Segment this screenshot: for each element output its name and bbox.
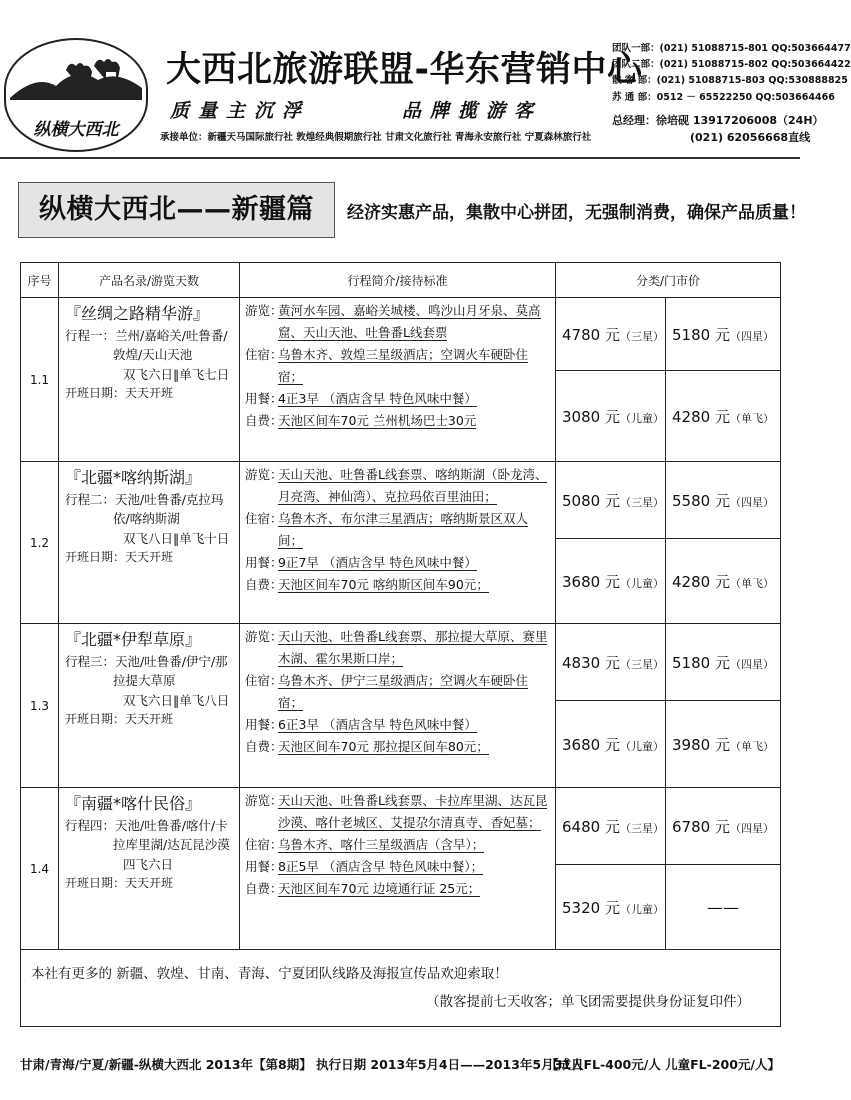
tour-label: 游览：: [245, 467, 283, 482]
itinerary-stay: [245, 344, 549, 388]
itinerary-stay: [245, 834, 549, 856]
price-value: 4280 元: [672, 572, 730, 591]
price-value: 6780 元: [672, 817, 730, 836]
product-duration: 双飞六日‖单飞八日: [123, 692, 230, 708]
itinerary-self-pay: [245, 574, 549, 596]
itinerary-self-pay: [245, 878, 549, 900]
product-schedule: 开班日期：天天开班: [65, 386, 174, 400]
product-cell: [59, 624, 240, 788]
price-single-flight: [666, 539, 781, 624]
manager-contact: [612, 112, 824, 146]
price-value: 5180 元: [672, 653, 730, 672]
meal-value: 4正3早 （酒店含早 特色风味中餐）: [278, 391, 477, 406]
itinerary-cell: [240, 462, 556, 624]
price-4star: [666, 788, 781, 865]
price-value: 3080 元: [562, 407, 620, 426]
itinerary-tour: [245, 300, 549, 344]
product-schedule: 开班日期：天天开班: [65, 876, 174, 890]
tour-value: 天山天池、吐鲁番L线套票、卡拉库里湖、达瓦昆沙漠、喀什老城区、艾提尕尔清真寺、香妃墓；: [278, 793, 548, 830]
price-value: 4280 元: [672, 407, 730, 426]
product-name: 『北疆*伊犁草原』: [65, 630, 202, 649]
product-cell: [59, 462, 240, 624]
table-row: [21, 462, 781, 539]
contact-line: 团队一部：(021) 51088715-801 QQ:503664477: [612, 43, 851, 54]
footer-remark: （散客提前七天收客；单飞团需要提供身份证复印件）: [426, 994, 751, 1010]
price-single-flight: ——: [666, 865, 781, 950]
partner-agencies: 承接单位：新疆天马国际旅行社 敦煌经典假期旅行社 甘肃文化旅行社 青海永安旅行社 宁夏森林旅行社: [160, 132, 592, 143]
itinerary-meal: [245, 388, 549, 410]
self-pay-label: 自费：: [245, 413, 283, 428]
contact-line: 苏 通 部：0512 － 65522250 QQ:503664466: [612, 91, 835, 103]
meal-label: 用餐：: [245, 859, 283, 874]
row-number: 1.2: [21, 462, 59, 624]
tour-value: 天山天池、吐鲁番L线套票、那拉提大草原、赛里木湖、霍尔果斯口岸；: [278, 629, 548, 666]
fee-info: 【成人FL-400元/人 儿童FL-200元/人】: [545, 1057, 780, 1072]
price-value: 3680 元: [562, 572, 620, 591]
price-value: 3980 元: [672, 735, 730, 754]
price-single-flight: [666, 371, 781, 462]
meal-label: 用餐：: [245, 555, 283, 570]
product-duration: 双飞六日‖单飞七日: [123, 366, 230, 382]
stay-label: 住宿：: [245, 837, 283, 852]
price-tag: （单飞）: [729, 739, 774, 753]
table-row: [21, 624, 781, 701]
price-tag: （儿童）: [619, 902, 664, 916]
itinerary-tour: [245, 790, 549, 834]
stay-value: 乌鲁木齐、伊宁三星级酒店；空调火车硬卧住宿；: [278, 673, 529, 710]
itinerary-tour: [245, 464, 549, 508]
slogan-left: 质量主沉浮: [170, 100, 311, 122]
tour-value: 黄河水车园、嘉峪关城楼、鸣沙山月牙泉、莫高窟、天山天池、吐鲁番L线套票: [278, 303, 541, 340]
itinerary-meal: [245, 552, 549, 574]
tour-label: 游览：: [245, 303, 283, 318]
col-header-price: 分类/门市价: [556, 263, 781, 298]
price-tag: （三星）: [619, 821, 664, 835]
price-tag: （儿童）: [619, 576, 664, 590]
manager-direct-line: (021) 62056668直线: [690, 131, 811, 144]
company-title: 大西北旅游联盟-华东营销中心: [166, 50, 643, 90]
price-tag: （四星）: [729, 657, 774, 671]
price-value: 5180 元: [672, 325, 730, 344]
issue-info: 甘肃/青海/宁夏/新疆-纵横大西北 2013年【第8期】 执行日期 2013年5月4日——2013年5月31日: [20, 1057, 584, 1072]
self-pay-value: 天池区间车70元 那拉提区间车80元；: [278, 739, 489, 754]
table-footer: [21, 950, 781, 1027]
row-number: 1.3: [21, 624, 59, 788]
price-child: [556, 865, 666, 950]
price-3star: [556, 462, 666, 539]
stay-label: 住宿：: [245, 347, 283, 362]
meal-value: 9正7早 （酒店含早 特色风味中餐）: [278, 555, 477, 570]
product-route: 行程四：天池/吐鲁番/喀什/卡拉库里湖/达瓦昆沙漠: [65, 817, 230, 852]
meal-value: 6正3早 （酒店含早 特色风味中餐）: [278, 717, 477, 732]
manager-line: 总经理：徐培砚 13917206008（24H）: [612, 114, 824, 127]
meal-label: 用餐：: [245, 717, 283, 732]
price-tag: （四星）: [729, 329, 774, 343]
price-tag: （四星）: [729, 821, 774, 835]
price-tag: （单飞）: [729, 576, 774, 590]
self-pay-value: 天池区间车70元 边境通行证 25元；: [278, 881, 481, 896]
price-value: 5580 元: [672, 491, 730, 510]
col-header-product: 产品名录/游览天数: [59, 263, 240, 298]
price-tag: （三星）: [619, 329, 664, 343]
stay-value: 乌鲁木齐、布尔津三星酒店；喀纳斯景区双人间；: [278, 511, 529, 548]
product-name: 『北疆*喀纳斯湖』: [65, 468, 202, 487]
itinerary-cell: [240, 298, 556, 462]
stay-value: 乌鲁木齐、喀什三星级酒店（含早）；: [278, 837, 485, 852]
product-cell: [59, 298, 240, 462]
product-cell: [59, 788, 240, 950]
table-footer-row: [21, 950, 781, 1027]
product-route: 行程一：兰州/嘉峪关/吐鲁番/敦煌/天山天池: [65, 327, 228, 362]
product-schedule: 开班日期：天天开班: [65, 550, 174, 564]
price-3star: [556, 624, 666, 701]
price-tag: （单飞）: [729, 411, 774, 425]
itinerary-meal: [245, 856, 549, 878]
col-header-no: 序号: [21, 263, 59, 298]
price-value: 5320 元: [562, 898, 620, 917]
meal-label: 用餐：: [245, 391, 283, 406]
price-4star: [666, 462, 781, 539]
logo-text: 纵横大西北: [33, 120, 119, 140]
itinerary-tour: [245, 626, 549, 670]
product-name: 『丝绸之路精华游』: [65, 304, 210, 323]
row-number: 1.1: [21, 298, 59, 462]
footer-note: 本社有更多的 新疆、敦煌、甘南、青海、宁夏团队线路及海报宣传品欢迎索取！: [31, 966, 508, 982]
tour-table: [20, 262, 781, 1027]
stay-label: 住宿：: [245, 673, 283, 688]
price-value: 6480 元: [562, 817, 620, 836]
itinerary-self-pay: [245, 410, 549, 432]
meal-value: 8正5早 （酒店含早 特色风味中餐）；: [278, 859, 484, 874]
product-schedule: 开班日期：天天开班: [65, 712, 174, 726]
product-route: 行程三：天池/吐鲁番/伊宁/那拉提大草原: [65, 653, 228, 688]
self-pay-label: 自费：: [245, 577, 283, 592]
company-logo: [4, 38, 148, 152]
contact-line: 散 客 部：(021) 51088715-803 QQ:530888825: [612, 75, 848, 87]
row-number: 1.4: [21, 788, 59, 950]
product-duration: 双飞八日‖单飞十日: [123, 530, 230, 546]
header-divider: [0, 157, 800, 159]
itinerary-stay: [245, 670, 549, 714]
tour-label: 游览：: [245, 629, 283, 644]
price-tag: （儿童）: [619, 411, 664, 425]
price-value: 4780 元: [562, 325, 620, 344]
price-child: [556, 539, 666, 624]
price-4star: [666, 298, 781, 371]
self-pay-label: 自费：: [245, 881, 283, 896]
tour-value: 天山天池、吐鲁番L线套票、喀纳斯湖（卧龙湾、月亮湾、神仙湾）、克拉玛依百里油田；: [278, 467, 548, 504]
itinerary-stay: [245, 508, 549, 552]
price-value: 5080 元: [562, 491, 620, 510]
table-row: [21, 298, 781, 371]
itinerary-cell: [240, 624, 556, 788]
itinerary-self-pay: [245, 736, 549, 758]
product-name: 『南疆*喀什民俗』: [65, 794, 202, 813]
self-pay-label: 自费：: [245, 739, 283, 754]
section-banner: 纵横大西北——新疆篇: [18, 182, 335, 238]
itinerary-meal: [245, 714, 549, 736]
price-tag: （三星）: [619, 495, 664, 509]
price-tag: （四星）: [729, 495, 774, 509]
stay-value: 乌鲁木齐、敦煌三星级酒店；空调火车硬卧住宿；: [278, 347, 529, 384]
itinerary-cell: [240, 788, 556, 950]
self-pay-value: 天池区间车70元 喀纳斯区间车90元；: [278, 577, 489, 592]
price-tag: （儿童）: [619, 739, 664, 753]
price-child: [556, 371, 666, 462]
table-row: [21, 788, 781, 865]
table-header-row: [21, 263, 781, 298]
tour-label: 游览：: [245, 793, 283, 808]
stay-label: 住宿：: [245, 511, 283, 526]
col-header-itinerary: 行程简介/接待标准: [240, 263, 556, 298]
price-single-flight: [666, 701, 781, 788]
slogan-right: 品牌揽游客: [402, 100, 543, 122]
price-value: 3680 元: [562, 735, 620, 754]
contact-list: [612, 41, 851, 106]
self-pay-value: 天池区间车70元 兰州机场巴士30元: [278, 413, 477, 428]
price-tag: （三星）: [619, 657, 664, 671]
price-child: [556, 701, 666, 788]
contact-line: 团队二部：(021) 51088715-802 QQ:503664422: [612, 59, 851, 71]
price-3star: [556, 788, 666, 865]
product-route: 行程二：天池/吐鲁番/克拉玛依/喀纳斯湖: [65, 491, 224, 526]
banner-description: 经济实惠产品，集散中心拼团，无强制消费，确保产品质量！: [347, 203, 806, 223]
price-4star: [666, 624, 781, 701]
price-value: 4830 元: [562, 653, 620, 672]
product-duration: 四飞六日: [123, 856, 174, 872]
price-3star: [556, 298, 666, 371]
